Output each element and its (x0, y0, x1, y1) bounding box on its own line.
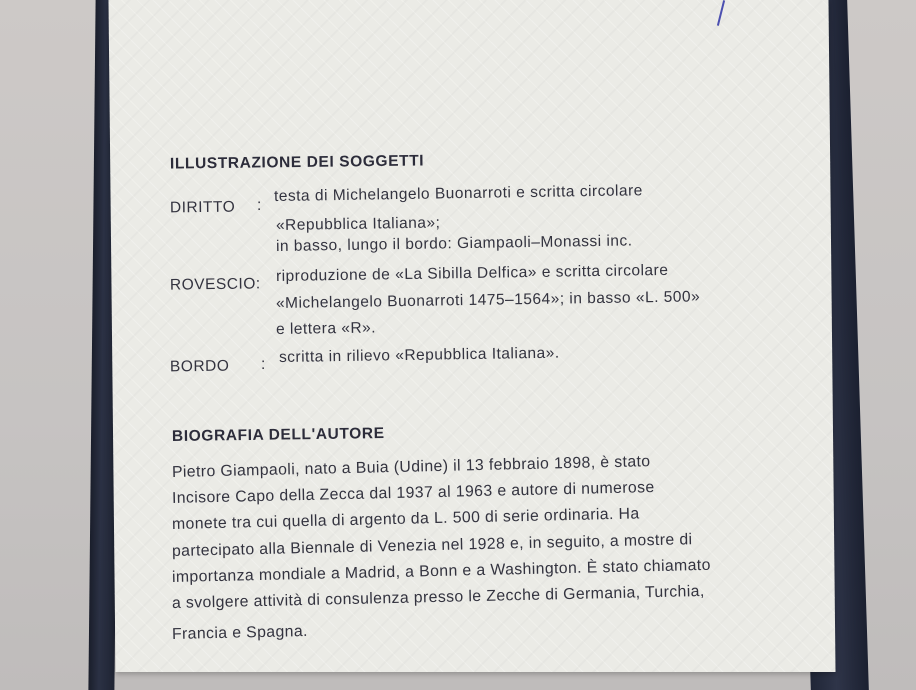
rovescio-line-2: «Michelangelo Buonarroti 1475–1564»; in basso «L. 500» (275, 288, 701, 312)
diritto-line-3: in basso, lungo il bordo: Giampaoli–Monassi inc. (275, 232, 633, 255)
diritto-line-1: testa di Michelangelo Buonarroti e scritta circolare (273, 182, 643, 205)
biografia-line-5: importanza mondiale a Madrid, a Bonn e a Washington. È stato chiamato (171, 556, 711, 586)
rovescio-line-3: e lettera «R». (275, 319, 377, 338)
diritto-colon: : (257, 197, 262, 214)
rovescio-label: ROVESCIO: (169, 275, 261, 294)
bordo-colon: : (261, 356, 266, 373)
biografia-line-2: Incisore Capo della Zecca dal 1937 al 1963 e autore di numerose (171, 479, 655, 507)
rovescio-line-1: riproduzione de «La Sibilla Delfica» e scritta circolare (275, 261, 669, 285)
biografia-line-3: monete tra cui quella di argento da L. 500 di serie ordinaria. Ha (171, 505, 640, 533)
biografia-heading: BIOGRAFIA DELL'AUTORE (171, 425, 385, 445)
bordo-line-1: scritta in rilievo «Repubblica Italiana». (278, 344, 560, 366)
soggetti-heading: ILLUSTRAZIONE DEI SOGGETTI (169, 152, 425, 173)
bordo-label: BORDO (169, 357, 230, 376)
diritto-line-2: «Repubblica Italiana»; (275, 214, 441, 234)
biografia-line-4: partecipato alla Biennale di Venezia nel 1928 e, in seguito, a mostre di (171, 531, 693, 560)
diritto-label: DIRITTO (169, 198, 236, 217)
biografia-line-6: a svolgere attività di consulenza presso le Zecche di Germania, Turchia, (171, 582, 705, 612)
biografia-line-1: Pietro Giampaoli, nato a Buia (Udine) il 13 febbraio 1898, è stato (171, 453, 651, 481)
biografia-line-7: Francia e Spagna. (171, 622, 309, 643)
